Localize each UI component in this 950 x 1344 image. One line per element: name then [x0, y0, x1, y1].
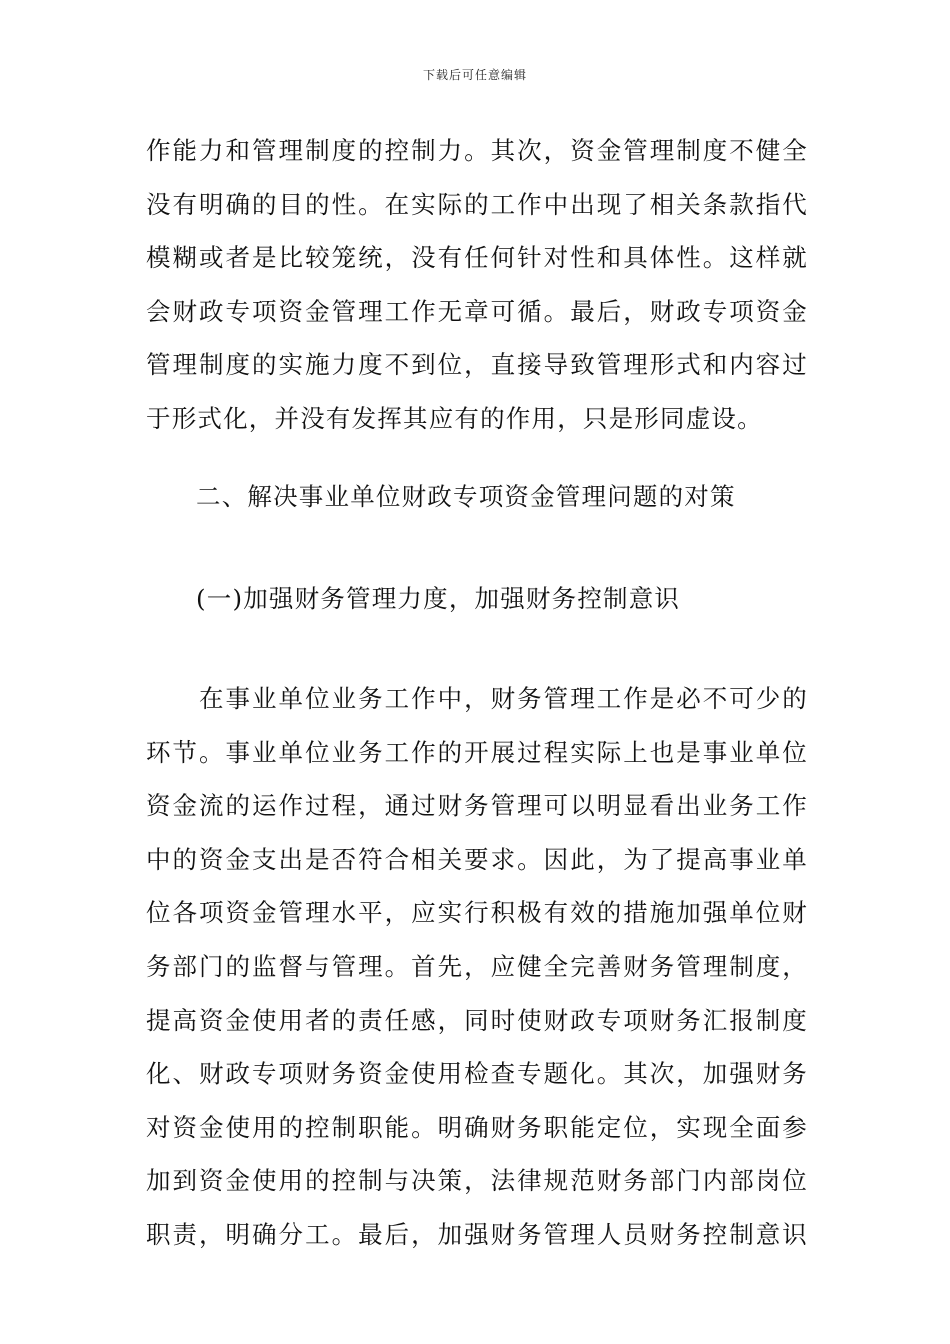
paragraph-2 [146, 672, 808, 1262]
section-heading: 二、解决事业单位财政专项资金管理问题的对策 [196, 482, 736, 511]
paragraph-line: 管理制度的实施力度不到位，直接导致管理形式和内容过 [146, 350, 808, 380]
paragraph-line: 职责，明确分工。最后，加强财务管理人员财务控制意识 [146, 1219, 808, 1249]
paragraph-line: 位各项资金管理水平，应实行积极有效的措施加强单位财 [146, 898, 808, 928]
paragraph-line: 会财政专项资金管理工作无章可循。最后，财政专项资金 [146, 296, 808, 326]
page-header-note: 下载后可任意编辑 [422, 68, 527, 82]
paragraph-line: 提高资金使用者的责任感，同时使财政专项财务汇报制度 [146, 1005, 808, 1035]
paragraph-line: 资金流的运作过程，通过财务管理可以明显看出业务工作 [146, 791, 808, 821]
sub-heading: (一)加强财务管理力度，加强财务控制意识 [196, 584, 681, 613]
paragraph-1 [146, 124, 808, 446]
paragraph-line: 中的资金支出是否符合相关要求。因此，为了提高事业单 [146, 844, 808, 874]
paragraph-line: 作能力和管理制度的控制力。其次，资金管理制度不健全 [146, 136, 808, 165]
paragraph-line: 模糊或者是比较笼统，没有任何针对性和具体性。这样就 [146, 243, 808, 273]
paragraph-line: 没有明确的目的性。在实际的工作中出现了相关条款指代 [146, 189, 808, 219]
paragraph-line: 化、财政专项财务资金使用检查专题化。其次，加强财务 [146, 1059, 808, 1089]
paragraph-line: 环节。事业单位业务工作的开展过程实际上也是事业单位 [146, 737, 808, 767]
paragraph-line: 于形式化，并没有发挥其应有的作用，只是形同虚设。 [146, 403, 763, 433]
paragraph-line: 加到资金使用的控制与决策，法律规范财务部门内部岗位 [146, 1166, 808, 1196]
paragraph-line: 对资金使用的控制职能。明确财务职能定位，实现全面参 [146, 1112, 808, 1142]
paragraph-line: 在事业单位业务工作中，财务管理工作是必不可少的 [146, 684, 808, 713]
paragraph-line: 务部门的监督与管理。首先，应健全完善财务管理制度， [146, 951, 808, 981]
